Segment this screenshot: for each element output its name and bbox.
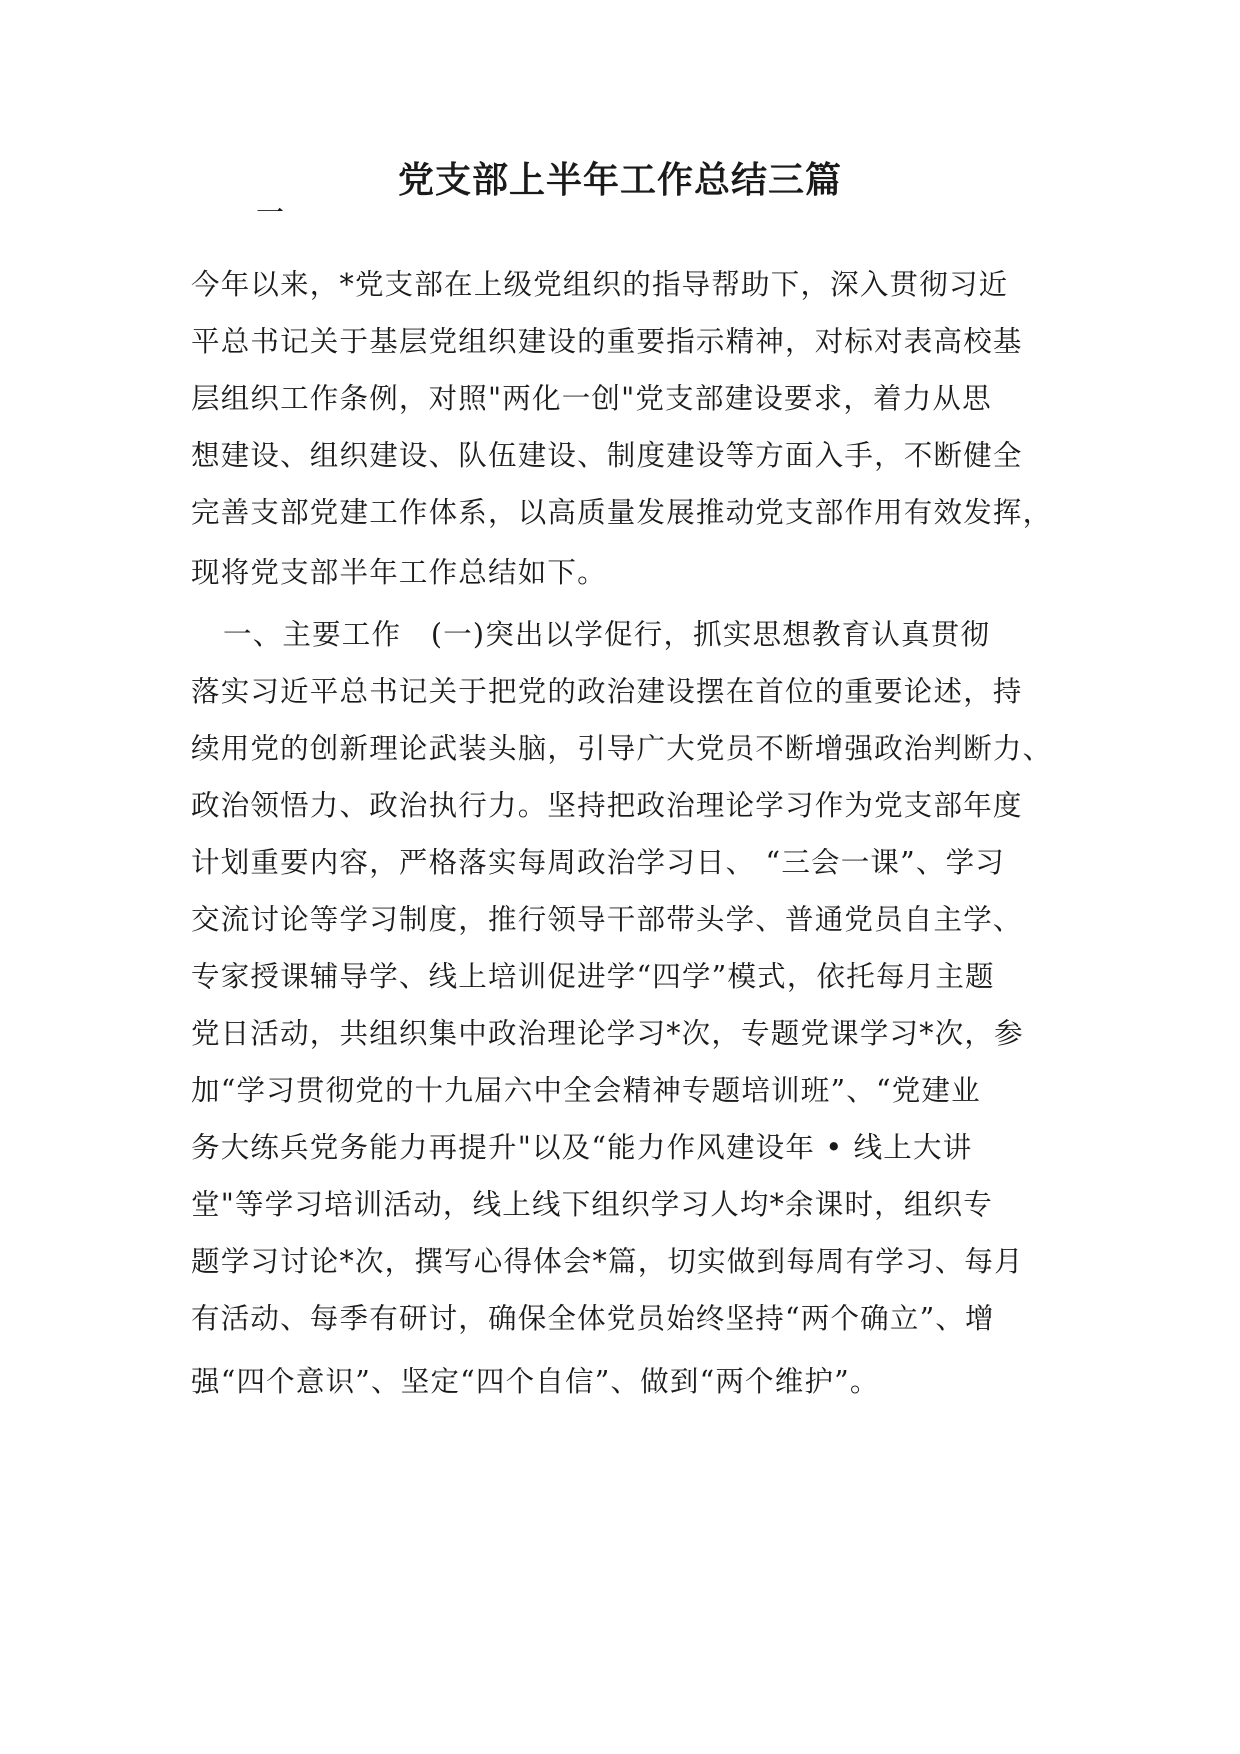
body-line-7: 一、主要工作 (一)突出以学促行，抓实思想教育认真贯彻 xyxy=(223,618,991,651)
body-line-11: 计划重要内容，严格落实每周政治学习日、 “三会一课”、学习 xyxy=(191,846,1006,879)
body-line-20: 强“四个意识”、坚定“四个自信”、做到“两个维护”。 xyxy=(191,1365,880,1398)
body-line-2: 平总书记关于基层党组织建设的重要指示精神，对标对表高校基 xyxy=(191,325,1023,358)
body-line-8: 落实习近平总书记关于把党的政治建设摆在首位的重要论述，持 xyxy=(191,675,1023,708)
body-line-3: 层组织工作条例，对照"两化一创"党支部建设要求，着力从思 xyxy=(191,382,992,415)
body-line-5: 完善支部党建工作体系，以高质量发展推动党支部作用有效发挥， xyxy=(191,496,1053,529)
body-line-18: 题学习讨论*次，撰写心得体会*篇，切实做到每周有学习、每月 xyxy=(191,1245,1024,1278)
body-line-17: 堂"等学习培训活动，线上线下组织学习人均*余课时，组织专 xyxy=(191,1188,993,1221)
section-marker: 一 xyxy=(256,196,285,229)
body-line-19: 有活动、每季有研讨，确保全体党员始终坚持“两个确立”、增 xyxy=(191,1302,995,1335)
body-line-13: 专家授课辅导学、线上培训促进学“四学”模式，依托每月主题 xyxy=(191,960,995,993)
document-title: 党支部上半年工作总结三篇 xyxy=(397,159,842,201)
body-line-10: 政治领悟力、政治执行力。坚持把政治理论学习作为党支部年度 xyxy=(191,789,1023,822)
body-line-15: 加“学习贯彻党的十九届六中全会精神专题培训班”、“党建业 xyxy=(191,1074,981,1107)
body-line-1: 今年以来，*党支部在上级党组织的指导帮助下，深入贯彻习近 xyxy=(191,268,1009,301)
body-line-6: 现将党支部半年工作总结如下。 xyxy=(191,556,607,589)
body-line-14: 党日活动，共组织集中政治理论学习*次，专题党课学习*次，参 xyxy=(191,1017,1024,1050)
body-line-16: 务大练兵党务能力再提升"以及“能力作风建设年 • 线上大讲 xyxy=(191,1131,973,1164)
body-line-12: 交流讨论等学习制度，推行领导干部带头学、普通党员自主学、 xyxy=(191,903,1023,936)
body-line-4: 想建设、组织建设、队伍建设、制度建设等方面入手，不断健全 xyxy=(191,439,1023,472)
body-line-9: 续用党的创新理论武装头脑，引导广大党员不断增强政治判断力、 xyxy=(191,732,1053,765)
